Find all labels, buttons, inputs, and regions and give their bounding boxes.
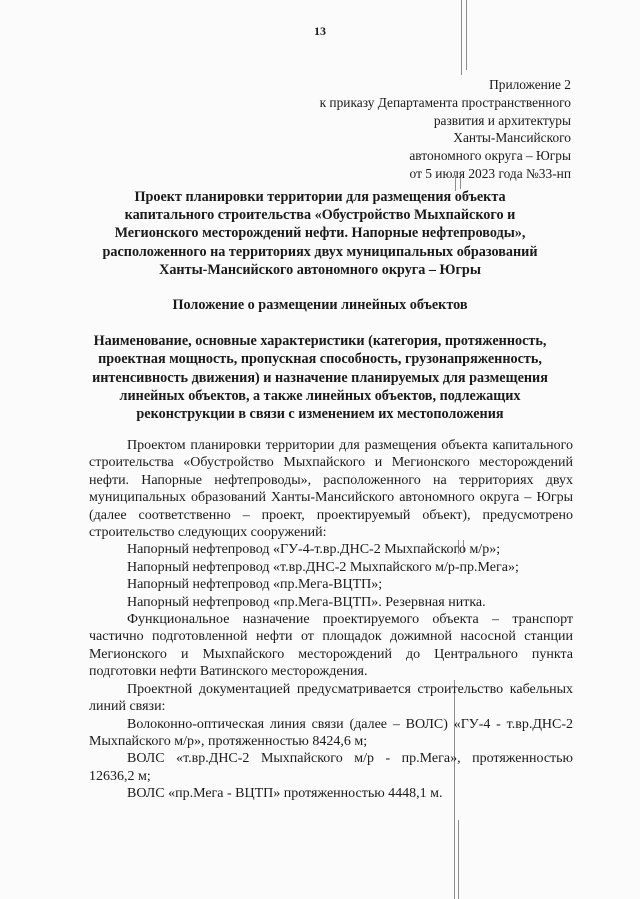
appendix-line: автономного округа – Югры [409, 148, 571, 164]
body-text [89, 437, 573, 803]
appendix-line: развития и архитектуры [433, 112, 571, 128]
scan-artifact-line [458, 820, 459, 899]
cable-item: ВОЛС «т.вр.ДНС-2 Мыхпайского м/р - пр.Мега», протяженностью 12636,2 м; [89, 751, 573, 784]
appendix-line: Приложение 2 [489, 77, 571, 92]
cables-intro-paragraph: Проектной документацией предусматривается строительство кабельных линий связи: [89, 681, 573, 715]
heading-line: Наименование, основные характеристики (категория, протяженность, [93, 333, 547, 349]
title-line: капитального строительства «Обустройство Мыхпайского и [124, 207, 516, 224]
appendix-line: к приказу Департамента пространственного [319, 94, 571, 110]
pipeline-item: Напорный нефтепровод «пр.Мега-ВЦТП». Резервная нитка. [127, 594, 486, 610]
title-line: Ханты-Мансийского автономного округа – Югры [159, 261, 481, 278]
section-heading [70, 332, 570, 423]
purpose-paragraph: Функциональное назначение проектируемого объекта – транспорт частично подготовленной нефти от площадок дожимной насосной станции Мегионского и Мыхпайского месторождений до Центрального пункта подготовки нефти Ватинского месторождения. [89, 612, 573, 680]
pipeline-item: Напорный нефтепровод «ГУ-4-т.вр.ДНС-2 Мыхпайского м/р»; [127, 542, 501, 558]
pipeline-item: Напорный нефтепровод «пр.Мега-ВЦТП»; [127, 577, 383, 593]
page-number: 13 [314, 24, 326, 38]
intro-paragraph: Проектом планировки территории для размещения объекта капитального строительства «Обустройство Мыхпайского и Мегионского месторождений нефти. Напорные нефтепроводы», расположенного на территориях двух муниципальных образований Ханты-Мансийского автономного округа – Югры (далее соответственно – проект, проектируемый объект), предусмотрено строительство следующих сооружений: [89, 438, 573, 541]
section-subtitle: Положение о размещении линейных объектов [172, 297, 468, 313]
heading-line: интенсивность движения) и назначение планируемых для размещения [92, 369, 548, 386]
title-line: Проект планировки территории для размещения объекта [134, 189, 506, 205]
appendix-block [241, 76, 571, 183]
heading-line: реконструкции в связи с изменением их местоположения [136, 406, 504, 423]
title-line: Мегионского месторождений нефти. Напорные нефтепроводы», [114, 225, 526, 242]
heading-line: проектная мощность, пропускная способность, грузонапряженность, [98, 351, 542, 368]
document-title [70, 188, 570, 279]
title-line: расположенного на территориях двух муниципальных образований [102, 243, 538, 260]
appendix-line: от 5 июля 2023 года №33-нп [409, 165, 571, 181]
pipeline-item: Напорный нефтепровод «т.вр.ДНС-2 Мыхпайского м/р-пр.Мега»; [127, 559, 519, 575]
appendix-line: Ханты-Мансийского [453, 130, 571, 146]
heading-line: линейных объектов, а также линейных объектов, подлежащих [119, 387, 521, 404]
cable-item: Волоконно-оптическая линия связи (далее – ВОЛС) «ГУ-4 - т.вр.ДНС-2 Мыхпайского м/р», протяженностью 8424,6 м; [89, 716, 573, 749]
cable-item: ВОЛС «пр.Мега - ВЦТП» протяженностью 4448,1 м. [127, 786, 443, 802]
